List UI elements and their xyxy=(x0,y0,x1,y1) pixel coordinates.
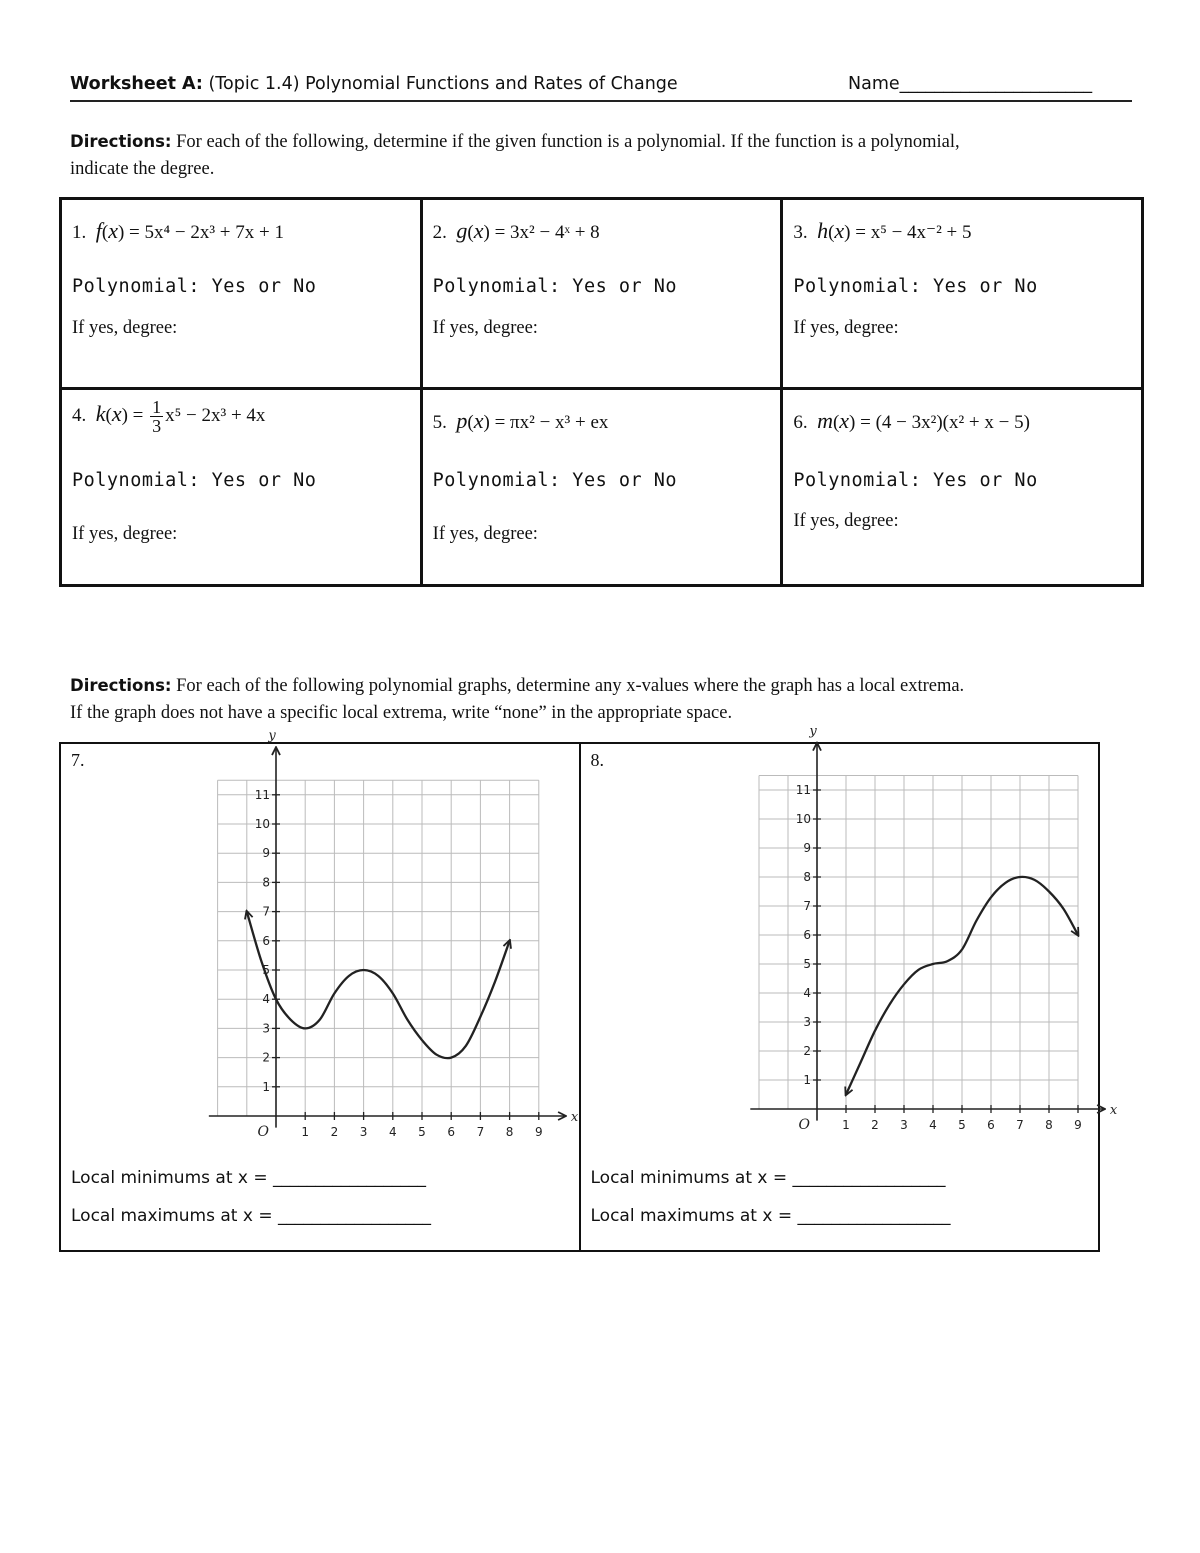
polynomial-yes-no-3[interactable]: Polynomial: Yes or No xyxy=(793,276,1038,297)
degree-prompt-2[interactable]: If yes, degree: xyxy=(432,318,538,338)
origin-label: O xyxy=(257,1124,269,1140)
polynomial-yes-no-1[interactable]: Polynomial: Yes or No xyxy=(72,276,317,297)
x-tick-label: 2 xyxy=(330,1125,339,1139)
y-tick-label: 1 xyxy=(262,1079,270,1094)
y-tick-label: 8 xyxy=(262,875,270,890)
x-axis-label: x xyxy=(1109,1103,1117,1118)
problem-cell-3 xyxy=(782,199,1143,389)
x-tick-label: 2 xyxy=(870,1118,879,1132)
x-tick-label: 1 xyxy=(301,1125,310,1139)
graph-8-max-answer[interactable]: Local maximums at x = __________________ xyxy=(590,1206,951,1226)
problem-cell-1 xyxy=(61,199,422,389)
y-tick-label: 3 xyxy=(802,1015,811,1029)
directions-text: For each of the following, determine if the given function is a polynomial. If the function is a polynomial, xyxy=(171,132,960,152)
problem-cell-5 xyxy=(421,389,782,586)
graphs-table xyxy=(59,723,1117,1252)
problem-1-function: 1. f(x) = 5x⁴ − 2x³ + 7x + 1 xyxy=(72,218,284,243)
y-tick-label: 6 xyxy=(802,928,811,942)
y-axis-label: y xyxy=(268,728,276,744)
y-tick-label: 2 xyxy=(262,1050,270,1065)
problem-3-function: 3. h(x) = x⁵ − 4x⁻² + 5 xyxy=(793,218,972,243)
graph-7-plot xyxy=(141,728,579,1149)
polynomial-problems-table xyxy=(59,197,1144,587)
problem-5-function: 5. p(x) = πx² − x³ + ex xyxy=(432,408,609,433)
y-tick-label: 1 xyxy=(802,1073,811,1087)
x-tick-label: 3 xyxy=(359,1125,368,1139)
x-axis-label: x xyxy=(570,1110,579,1125)
problem-cell-4 xyxy=(61,389,422,586)
problem-4-function: 4. k(x) = $\frac{1}{3}$ x⁵ − 2x³ + 4x xyxy=(72,397,266,436)
graph-7-max-answer[interactable]: Local maximums at x = __________________ xyxy=(71,1206,431,1226)
y-tick-label: 8 xyxy=(802,870,811,884)
y-tick-label: 11 xyxy=(254,787,270,802)
graph-8-number: 8. xyxy=(590,750,604,770)
x-tick-label: 9 xyxy=(1073,1118,1082,1132)
y-tick-label: 5 xyxy=(262,963,270,977)
x-tick-label: 6 xyxy=(986,1118,995,1132)
x-tick-label: 7 xyxy=(476,1125,485,1139)
fraction: $\frac{1}{3}$ xyxy=(152,397,162,436)
x-tick-label: 9 xyxy=(534,1125,543,1139)
x-tick-label: 3 xyxy=(899,1118,908,1132)
polynomial-yes-no-5[interactable]: Polynomial: Yes or No xyxy=(432,470,678,491)
y-tick-label: 9 xyxy=(262,846,270,861)
graph-8-min-answer[interactable]: Local minimums at x = __________________ xyxy=(590,1168,946,1188)
y-tick-label: 3 xyxy=(262,1021,270,1036)
title-bold: Worksheet A: xyxy=(70,74,203,94)
degree-prompt-1[interactable]: If yes, degree: xyxy=(72,318,178,338)
series-curve xyxy=(247,912,510,1059)
problem-cell-2 xyxy=(421,199,782,389)
graph-7-number: 7. xyxy=(71,750,85,770)
x-tick-label: 5 xyxy=(957,1118,966,1132)
problem-6-function: 6. m(x) = (4 − 3x²)(x² + x − 5) xyxy=(793,408,1030,433)
y-tick-label: 9 xyxy=(802,841,811,855)
y-tick-label: 10 xyxy=(795,812,811,826)
degree-prompt-6[interactable]: If yes, degree: xyxy=(793,511,899,531)
directions-text-4: If the graph does not have a specific local extrema, write “none” in the appropriate space. xyxy=(70,703,733,723)
graph-cell-8 xyxy=(580,723,1117,1251)
title-rest: (Topic 1.4) Polynomial Functions and Rates of Change xyxy=(202,74,678,94)
directions-1 xyxy=(70,128,960,183)
y-tick-label: 4 xyxy=(262,992,270,1007)
problem-cell-6 xyxy=(782,389,1143,586)
x-tick-label: 6 xyxy=(447,1125,456,1139)
y-tick-label: 5 xyxy=(802,957,811,971)
graph-cell-7 xyxy=(60,728,580,1251)
name-field[interactable]: Name______________________ xyxy=(848,74,1093,94)
y-tick-label: 7 xyxy=(802,899,811,913)
polynomial-yes-no-6[interactable]: Polynomial: Yes or No xyxy=(793,470,1038,491)
directions-text-3: For each of the following polynomial graphs, determine any x-values where the graph has a local extrema. xyxy=(171,676,965,696)
x-tick-label: 7 xyxy=(1015,1118,1024,1132)
y-tick-label: 2 xyxy=(802,1044,811,1058)
x-tick-label: 4 xyxy=(388,1125,397,1139)
worksheet-title xyxy=(70,74,678,94)
polynomial-yes-no-4[interactable]: Polynomial: Yes or No xyxy=(72,470,317,491)
problem-2-function: 2. g(x) = 3x² − 4ˣ + 8 xyxy=(432,218,600,243)
graph-7-min-answer[interactable]: Local minimums at x = __________________ xyxy=(71,1168,426,1188)
y-tick-label: 10 xyxy=(254,817,270,831)
degree-prompt-4[interactable]: If yes, degree: xyxy=(72,524,178,544)
origin-label: O xyxy=(798,1117,810,1133)
degree-prompt-5[interactable]: If yes, degree: xyxy=(432,524,538,544)
y-tick-label: 11 xyxy=(795,783,811,797)
worksheet-header xyxy=(70,72,1132,102)
degree-prompt-3[interactable]: If yes, degree: xyxy=(793,318,899,338)
y-tick-label: 7 xyxy=(262,904,270,919)
directions-label-2: Directions: xyxy=(70,676,172,695)
directions-2 xyxy=(70,672,964,727)
y-axis-label: y xyxy=(808,723,817,739)
x-tick-label: 8 xyxy=(505,1125,514,1139)
x-tick-label: 8 xyxy=(1044,1118,1053,1132)
x-tick-label: 4 xyxy=(928,1118,937,1132)
x-tick-label: 5 xyxy=(418,1125,426,1139)
polynomial-yes-no-2[interactable]: Polynomial: Yes or No xyxy=(432,276,678,297)
directions-text-2: indicate the degree. xyxy=(70,159,215,179)
y-tick-label: 4 xyxy=(802,986,811,1000)
y-tick-label: 6 xyxy=(262,933,270,948)
x-tick-label: 1 xyxy=(841,1118,850,1132)
graph-8-plot xyxy=(666,723,1117,1154)
directions-label: Directions: xyxy=(70,132,172,151)
